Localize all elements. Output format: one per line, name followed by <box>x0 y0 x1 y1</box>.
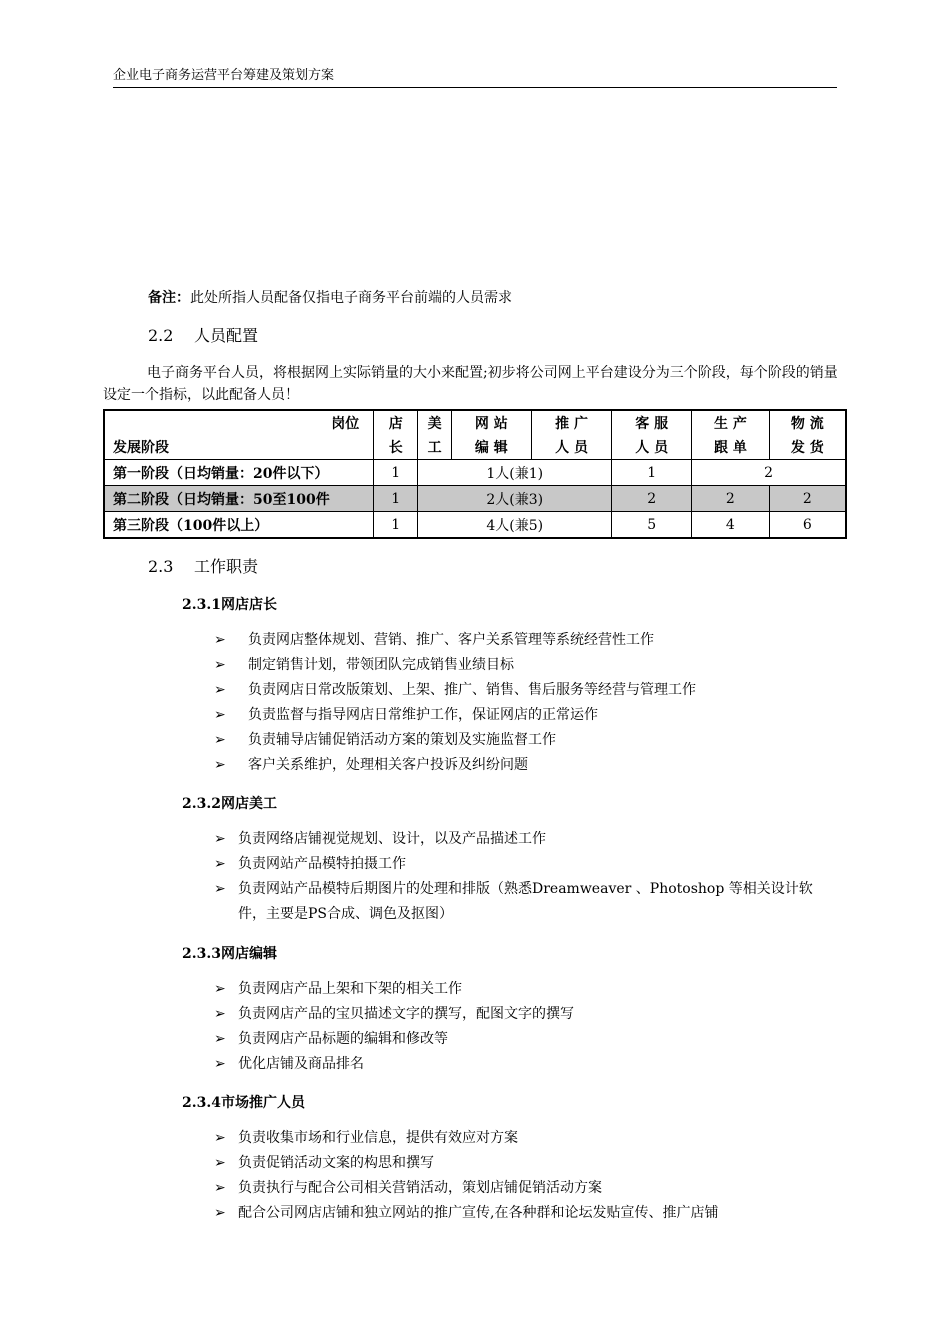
cell-production: 2 <box>692 486 770 512</box>
arrow-bullet-icon: ➢ <box>214 657 226 673</box>
arrow-bullet-icon: ➢ <box>214 881 226 897</box>
note-label: 备注： <box>148 290 190 306</box>
section-number: 2.2 <box>148 326 174 345</box>
list-item: ➢ 负责网店产品上架和下架的相关工作 <box>214 977 840 1002</box>
arrow-bullet-icon: ➢ <box>214 856 226 872</box>
arrow-bullet-icon: ➢ <box>214 1155 226 1171</box>
col-head-top: 网 站 <box>452 410 532 435</box>
list-item: ➢ 负责促销活动文案的构思和撰写 <box>214 1151 840 1176</box>
col-head-top: 物 流 <box>769 410 846 435</box>
stage-label: 第三阶段（100件以上） <box>104 512 374 539</box>
arrow-bullet-icon: ➢ <box>214 1130 226 1146</box>
section-number: 2.3 <box>148 557 174 576</box>
list-item: ➢ 负责网店日常改版策划、上架、推广、销售、售后服务等经营与管理工作 <box>214 678 834 703</box>
corner-top: 岗位 <box>104 410 374 435</box>
section-2-3-heading <box>148 556 258 578</box>
cell-manager: 1 <box>374 486 418 512</box>
subsection-heading: 2.3.2网店美工 <box>182 796 277 812</box>
cell-manager: 1 <box>374 512 418 539</box>
arrow-bullet-icon: ➢ <box>214 732 226 748</box>
duty-list-artist <box>214 827 840 927</box>
note-text: 此处所指人员配备仅指电子商务平台前端的人员需求 <box>190 290 512 306</box>
arrow-bullet-icon: ➢ <box>214 831 226 847</box>
list-item: ➢ 负责网站产品模特拍摄工作 <box>214 852 840 877</box>
arrow-bullet-icon: ➢ <box>214 1006 226 1022</box>
col-head-bottom: 人 员 <box>531 435 612 460</box>
stage-label: 第一阶段（日均销量：20件以下） <box>104 460 374 486</box>
stage-label: 第二阶段（日均销量：50至100件 <box>104 486 374 512</box>
intro-paragraph: 电子商务平台人员，将根据网上实际销量的大小来配置;初步将公司网上平台建设分为三个阶段，每个阶段的销量设定一个指标，以此配备人员！ <box>103 365 838 403</box>
list-item: ➢ 制定销售计划，带领团队完成销售业绩目标 <box>214 653 834 678</box>
col-head-top: 美 <box>418 410 452 435</box>
list-item: ➢ 负责收集市场和行业信息，提供有效应对方案 <box>214 1126 840 1151</box>
section-2-2-heading <box>148 325 258 347</box>
col-head-top: 生 产 <box>692 410 770 435</box>
list-item: ➢ 负责网店整体规划、营销、推广、客户关系管理等系统经营性工作 <box>214 628 834 653</box>
staffing-table <box>103 409 847 539</box>
list-item: ➢ 客户关系维护，处理相关客户投诉及纠纷问题 <box>214 753 834 778</box>
cell-production: 4 <box>692 512 770 539</box>
list-item: ➢ 负责网店产品标题的编辑和修改等 <box>214 1027 840 1052</box>
col-head-bottom: 跟 单 <box>692 435 770 460</box>
subsection-heading: 2.3.4市场推广人员 <box>182 1095 305 1111</box>
arrow-bullet-icon: ➢ <box>214 707 226 723</box>
duty-list-manager <box>214 628 834 778</box>
corner-bottom: 发展阶段 <box>104 435 374 460</box>
col-head-top: 推 广 <box>531 410 612 435</box>
subsection-heading: 2.3.1网店店长 <box>182 597 277 613</box>
col-head-bottom: 工 <box>418 435 452 460</box>
list-item: ➢ 负责网店产品的宝贝描述文字的撰写，配图文字的撰写 <box>214 1002 840 1027</box>
col-head-top: 客 服 <box>612 410 692 435</box>
section-title: 工作职责 <box>194 557 259 576</box>
cell-production-logistics: 2 <box>692 460 846 486</box>
arrow-bullet-icon: ➢ <box>214 1031 226 1047</box>
col-head-top: 店 <box>374 410 418 435</box>
duty-list-marketing <box>214 1126 840 1226</box>
table-row <box>104 460 846 486</box>
col-head-bottom: 人 员 <box>612 435 692 460</box>
col-head-bottom: 发 货 <box>769 435 846 460</box>
page-header: 企业电子商务运营平台筹建及策划方案 <box>113 66 837 88</box>
section-title: 人员配置 <box>194 326 259 345</box>
table-header-row <box>104 435 846 460</box>
cell-logistics: 2 <box>769 486 846 512</box>
cell-service: 2 <box>612 486 692 512</box>
arrow-bullet-icon: ➢ <box>214 1205 226 1221</box>
arrow-bullet-icon: ➢ <box>214 632 226 648</box>
cell-manager: 1 <box>374 460 418 486</box>
arrow-bullet-icon: ➢ <box>214 682 226 698</box>
cell-logistics: 6 <box>769 512 846 539</box>
table-header-row <box>104 410 846 435</box>
arrow-bullet-icon: ➢ <box>214 757 226 773</box>
list-item: ➢ 负责辅导店铺促销活动方案的策划及实施监督工作 <box>214 728 834 753</box>
list-item: ➢ 负责网站产品模特后期图片的处理和排版（熟悉Dreamweaver 、Photoshop 等相关设计软件，主要是PS合成、调色及抠图） <box>214 877 840 927</box>
col-head-bottom: 长 <box>374 435 418 460</box>
note <box>148 288 512 308</box>
cell-shared: 1人(兼1) <box>418 460 612 486</box>
table-row <box>104 486 846 512</box>
list-item: ➢ 优化店铺及商品排名 <box>214 1052 840 1077</box>
arrow-bullet-icon: ➢ <box>214 981 226 997</box>
cell-service: 1 <box>612 460 692 486</box>
duty-list-editor <box>214 977 840 1077</box>
subsection-heading: 2.3.3网店编辑 <box>182 946 277 962</box>
table-row <box>104 512 846 539</box>
cell-shared: 2人(兼3) <box>418 486 612 512</box>
list-item: ➢ 配合公司网店店铺和独立网站的推广宣传,在各种群和论坛发贴宣传、推广店铺 <box>214 1201 840 1226</box>
list-item: ➢ 负责执行与配合公司相关营销活动，策划店铺促销活动方案 <box>214 1176 840 1201</box>
arrow-bullet-icon: ➢ <box>214 1056 226 1072</box>
col-head-bottom: 编 辑 <box>452 435 532 460</box>
arrow-bullet-icon: ➢ <box>214 1180 226 1196</box>
cell-shared: 4人(兼5) <box>418 512 612 539</box>
list-item: ➢ 负责监督与指导网店日常维护工作，保证网店的正常运作 <box>214 703 834 728</box>
list-item: ➢ 负责网络店铺视觉规划、设计，以及产品描述工作 <box>214 827 840 852</box>
cell-service: 5 <box>612 512 692 539</box>
